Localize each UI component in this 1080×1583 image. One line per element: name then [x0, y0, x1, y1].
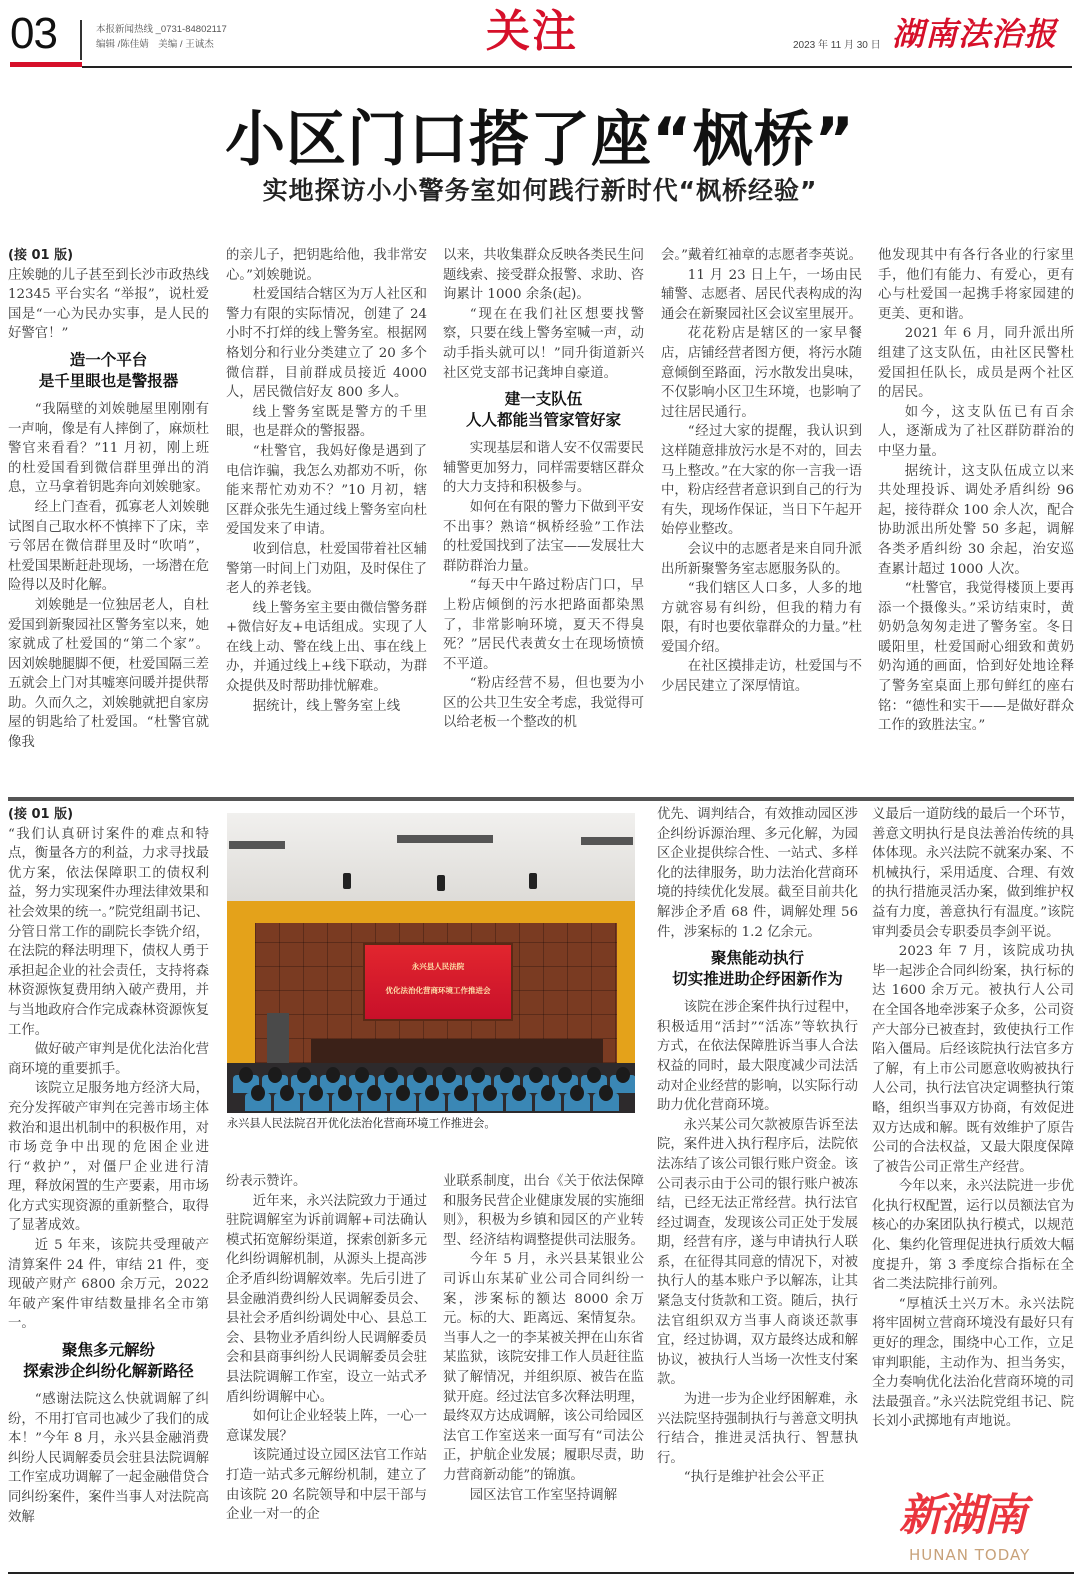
- paragraph: 收到信息，杜爱国带着社区辅警第一时间上门劝阻，及时保住了老人的养老钱。: [226, 541, 427, 597]
- bottom-article-column-3: [443, 1172, 644, 1542]
- photo-attendee: [529, 1067, 543, 1083]
- paragraph: 杜爱国结合辖区为万人社区和警力有限的实际情况，创建了 24 小时不打烊的线上警务室。根据网格划分和行业分类建立了 20 多个微信群，目前群成员接近 4000 人，居民微信好友 800 多人。: [226, 287, 427, 401]
- photo-stage-valance: [227, 901, 635, 923]
- subheading-line: 探索涉企纠纷化解新路径: [23, 1362, 194, 1381]
- photo-lamp: [343, 873, 351, 889]
- continued-from-label: (接 01 版): [8, 248, 74, 263]
- paragraph: 实现基层和谐人安不仅需要民辅警更加努力，同样需要辖区群众的大力支持和积极参与。: [443, 441, 644, 496]
- paragraph: 的亲儿子，把钥匙给他，我非常安心。”刘娭毑说。: [226, 248, 427, 283]
- paragraph: 花花粉店是辖区的一家早餐店，店铺经营者图方便，将污水随意倾倒至路面，污水散发出臭味，不仅影响小区卫生环境，也影响了过往居民通行。: [661, 326, 862, 420]
- top-article-column-3: [443, 246, 644, 786]
- paragraph: 近年来，永兴法院致力于通过驻院调解室为诉前调解+司法确认模式拓宽解纷渠道，探索创新多元化纠纷调解机制，从源头上提高涉企矛盾纠纷调解效率。先后引进了县金融消费纠纷人民调解委员会、县社会矛盾纠纷调处中心、县总工会、县物业矛盾纠纷人民调解委员会和县商事纠纷人民调解委员会驻县法院调解工作室，设立一站式矛盾纠纷调解中心。: [226, 1193, 427, 1405]
- bottom-article-column-5: [872, 805, 1074, 1545]
- photo-lamp: [529, 873, 537, 889]
- paragraph: 会。”戴着红袖章的志愿者李英说。: [661, 248, 862, 263]
- subheading-line: 聚焦能动执行: [710, 949, 804, 968]
- watermark-brand-cn: 新湖南: [899, 1490, 1025, 1541]
- screen-line-2: 优化法治化营商环境工作推进会: [385, 986, 491, 995]
- bottom-article-column-1: [8, 805, 209, 1545]
- photo-attendee: [384, 1067, 398, 1083]
- photo-attendee: [309, 1085, 323, 1101]
- paragraph: “我们辖区人口多，人多的地方就容易有纠纷，但我的精力有限，有时也要依靠群众的力量。”杜爱国介绍。: [661, 581, 862, 655]
- headline: 小区门口搭了座“枫桥”: [225, 105, 855, 175]
- photo-attendee: [396, 1085, 410, 1101]
- top-article-column-5: [878, 246, 1074, 786]
- paragraph: “经过大家的提醒，我认识到这样随意排放污水是不对的，回去马上整改。”在大家的你一言我一语中，粉店经营者意识到自己的行为有失，现场作保证，当日下午起开始停业整改。: [661, 424, 862, 538]
- paragraph: 庄娭毑的儿子甚至到长沙市政热线 12345 平台实名 “举报”，说杜爱国是“一心为民办实事，是人民的好警官！”: [8, 267, 209, 342]
- photo-attendee: [425, 1085, 439, 1101]
- paragraph: “现在在我们社区想要找警察，只要在线上警务室喊一声，动动手指头就可以！”同升街道新兴社区党支部书记龚坤自豪道。: [443, 306, 644, 381]
- photo-attendee: [297, 1067, 311, 1083]
- paragraph: 他发现其中有各行各业的行家里手，他们有能力、有爱心，更有心与杜爱国一起携手将家园建的更美、更和谐。: [878, 248, 1074, 322]
- article-divider: [8, 797, 1074, 801]
- photo-attendee: [471, 1067, 485, 1083]
- paragraph: 据统计，线上警务室上线: [252, 698, 401, 714]
- paragraph: 2023 年 7 月，该院成功执毕一起涉企合同纠纷案，执行标的达 1600 余万元。被执行人公司在全国各地牵涉案子众多，公司资产大部分已被查封，致使执行工作陷入僵局。后经该院执行法官多方了解，有上市公司愿意收购被执行人公司，执行法官决定调整执行策略，组织当事双方协商，有效促进双方达成和解。既有效维护了原告公司的合法权益，又最大限度保障了被告公司正常生产经营。: [872, 944, 1074, 1175]
- paragraph: 会议中的志愿者是来自同升派出所新聚警务室志愿服务队的。: [661, 541, 862, 577]
- page-number-underline: [10, 62, 82, 67]
- conference-photo: [227, 813, 635, 1113]
- subheading-line: 建一支队伍: [504, 390, 583, 409]
- photo-attendee: [541, 1085, 555, 1101]
- paragraph: 纷表示赞许。: [226, 1174, 307, 1189]
- subheading-line: 切实推进助企纾困新作为: [672, 970, 843, 989]
- photo-pillar: [227, 923, 255, 1083]
- paragraph: 优先、调判结合，有效推动园区涉企纠纷诉源治理、多元化解，为园区企业提供综合性、一站式、多样化的法律服务，助力法治化营商环境的持续优化发展。截至目前共化解涉企矛盾 68 件，调解处理 56 件，涉案标的 1.2 亿余元。: [657, 807, 858, 940]
- bottom-article-column-2: [226, 1172, 427, 1542]
- paragraph: “粉店经营不易，但也要为小区的公共卫生安全考虑，我觉得可以给老板一个整改的机: [443, 676, 644, 731]
- paragraph: 永兴某公司欠款被原告诉至法院，案件进入执行程序后，法院依法冻结了该公司银行账户资金。该公司表示由于公司的银行账户被冻结，已经无法正常经营。执行法官经过调查，发现该公司正处于发展期，经营有序，遂与申请执行人联系，在征得其同意的情况下，对被执行人的基本账户予以解冻，让其紧急支付货款和工资。随后，执行法官组织双方当事人商谈还款事宜，经过协调，双方最终达成和解协议，被执行人当场一次性支付案款。: [657, 1117, 858, 1388]
- photo-attendee: [587, 1067, 601, 1083]
- masthead-divider: [80, 20, 82, 60]
- photo-attendee: [454, 1085, 468, 1101]
- paragraph: 今年 5 月，永兴县某银业公司诉山东某矿业公司合同纠纷一案，涉案标的额达 8000 余万元。标的大、距离远、案情复杂。当事人之一的李某被关押在山东省某监狱，该院安排工作人员赶往监狱了解情况，并组织原、被告在监狱开庭。经过法官多次释法明理，最终双方达成调解，该公司给园区法官工作室送来一面写有“司法公正，护航企业发展；履职尽责，助力营商新动能”的锦旗。: [443, 1252, 644, 1483]
- photo-attendee: [616, 1067, 630, 1083]
- masthead: [0, 0, 1080, 68]
- photo-attendee: [483, 1085, 497, 1101]
- page-number: 03: [10, 9, 57, 58]
- photo-attendee: [280, 1085, 294, 1101]
- photo-attendee: [355, 1067, 369, 1083]
- paragraph: 如何在有限的警力下做到平安不出事？熟谙“枫桥经验”工作法的杜爱国找到了法宝——发展壮大群防群治力量。: [443, 499, 644, 574]
- photo-attendee: [367, 1085, 381, 1101]
- paragraph: 2021 年 6 月，同升派出所组建了这支队伍，由社区民警杜爱国担任队长，成员是两个社区的居民。: [878, 326, 1074, 401]
- paragraph: 经上门查看，孤寡老人刘娭毑试图自己取水杯不慎摔下了床，幸亏邻居在微信群里及时“吹哨”，杜爱国果断赶赴现场，一场潜在危险得以及时化解。: [8, 499, 209, 594]
- photo-vent: [229, 841, 285, 849]
- top-article-column-4: [661, 246, 862, 786]
- photo-pillar: [617, 923, 635, 1083]
- paragraph: 如今，这支队伍已有百余人，逐渐成为了社区群防群治的中坚力量。: [878, 404, 1074, 459]
- paragraph: 11 月 23 日上午，一场由民辅警、志愿者、居民代表构成的沟通会在新聚园社区会议室里展开。: [661, 267, 862, 322]
- paragraph: 为进一步为企业纾困解难，永兴法院坚持强制执行与善意文明执行结合，推进灵活执行、智慧执行。: [657, 1392, 858, 1466]
- masthead-meta: [96, 22, 227, 52]
- photo-attendee: [413, 1067, 427, 1083]
- paragraph: “我们认真研讨案件的难点和特点，衡量各方的利益，力求寻找最优方案，依法保障职工的债权利益，努力实现案件办理法律效果和社会效果的统一。”院党组副书记、分管日常工作的副院长李铣介绍，在法院的释法明理下，债权人勇于承担起企业的社会责任，支持将森林资源恢复费用纳入破产费用，并与当地政府合作完成森林资源恢复工作。: [8, 826, 209, 1038]
- photo-ceiling: [227, 813, 635, 908]
- section-subheading: [8, 350, 209, 392]
- photo-attendee: [570, 1085, 584, 1101]
- section-subheading: [443, 389, 644, 431]
- photo-attendee: [268, 1067, 282, 1083]
- photo-lamp: [437, 875, 445, 891]
- photo-red-screen: [363, 943, 513, 1021]
- subheading-line: 造一个平台: [69, 350, 148, 369]
- paragraph: “厚植沃土兴万木。永兴法院将牢固树立营商环境没有最好只有更好的理念，围绕中心工作，立足审判职能，主动作为、担当务实，全力奏响优化法治化营商环境的司法最强音。”永兴法院党组书记、院长刘小武掷地有声地说。: [872, 1296, 1074, 1430]
- paragraph: 今年以来，永兴法院进一步优化执行权配置，运行以员额法官为核心的办案团队执行模式，以规范化、集约化管理促进执行质效大幅度提升，第 3 季度综合指标在全省二类法院排行前列。: [872, 1179, 1074, 1293]
- paragraph: 线上警务室既是警方的千里眼，也是群众的警报器。: [226, 404, 427, 440]
- paragraph: “杜警官，我妈好像是遇到了电信诈骗，我怎么劝都劝不听，你能来帮忙劝劝不？”10 月初，辖区群众张先生通过线上警务室向杜爱国发来了申请。: [226, 443, 427, 538]
- photo-attendee: [558, 1067, 572, 1083]
- subheading-line: 人人都能当管家管好家: [465, 411, 621, 430]
- masthead-rule: [82, 66, 1072, 68]
- photo-attendee: [512, 1085, 526, 1101]
- paragraph: 如何让企业轻装上阵，一心一意谋发展？: [226, 1409, 427, 1444]
- photo-vent: [581, 837, 633, 845]
- paragraph: “感谢法院这么快就调解了纠纷，不用打官司也减少了我们的成本！”今年 8 月，永兴县金融消费纠纷人民调解委员会驻县法院调解工作室成功调解了一起金融借贷合同纠纷案件，案件当事人对法院高效解: [8, 1392, 209, 1525]
- paragraph: 义最后一道防线的最后一个环节，善意文明执行是良法善治传统的具体体现。永兴法院不就案办案、不机械执行，采用适度、合理、有效的执行措施灵活办案，做到维护权益有力度，善意执行有温度。”该院审判委员会专职委员李剑平说。: [872, 807, 1074, 940]
- subheading-line: 是千里眼也是警报器: [38, 371, 179, 390]
- paragraph: 园区法官工作室坚持调解: [469, 1487, 618, 1503]
- screen-line-1: 永兴县人民法院: [411, 962, 465, 971]
- photo-attendee: [599, 1085, 613, 1101]
- photo-podium: [267, 1013, 289, 1065]
- editor-credits: 编辑 /陈佳婧 美编 / 王诚杰: [96, 39, 214, 50]
- continued-from-label: (接 01 版): [8, 807, 74, 822]
- photo-attendee: [442, 1067, 456, 1083]
- paragraph: 据统计，这支队伍成立以来共处理投诉、调处矛盾纠纷 96 起，接待群众 100 余人次，配合协助派出所处警 50 多起，调解各类矛盾纠纷 30 余起，治安巡查累计超过 1000 人次。: [878, 463, 1074, 577]
- section-subheading: [8, 1340, 209, 1382]
- subheadline: 实地探访小小警务室如何践行新时代“枫桥经验”: [262, 176, 818, 205]
- photo-caption: 永兴县人民法院召开优化法治化营商环境工作推进会。: [227, 1117, 496, 1130]
- photo-attendee: [326, 1067, 340, 1083]
- paragraph: 该院在涉企案件执行过程中，积极适用“活封”“活冻”等软执行方式，在依法保障胜诉当事人合法权益的同时，最大限度减少司法活动对企业经营的影响，以实际行动助力优化营商环境。: [657, 1000, 858, 1114]
- paragraph: “每天中午路过粉店门口，早上粉店倾倒的污水把路面都染黑了，非常影响环境，夏天不得臭死？”居民代表黄女士在现场愤愤不平道。: [443, 578, 644, 672]
- paragraph: “我隔壁的刘娭毑屋里刚刚有一声响，像是有人摔倒了，麻烦杜警官来看看？”11 月初，刚上班的杜爱国看到微信群里弹出的消息，立马拿着钥匙奔向刘娭毑家。: [8, 401, 209, 496]
- paragraph: 该院通过设立园区法官工作站打造一站式多元解纷机制，建立了由该院 20 名院领导和中层干部与企业一对一的企: [226, 1448, 427, 1523]
- paragraph: 近 5 年来，该院共受理破产清算案件 24 件，审结 21 件，变现破产财产 6800 余万元，2022 年破产案件审结数量排名全市第一。: [8, 1238, 209, 1332]
- watermark-brand-en: HUNAN TODAY: [909, 1546, 1031, 1564]
- page-bottom-rule: [8, 1572, 1074, 1574]
- paragraph: 以来，共收集群众反映各类民生问题线索、接受群众报警、求助、咨询累计 1000 余条(起)。: [443, 248, 644, 303]
- publication-date: 2023 年 11 月 30 日: [793, 40, 881, 51]
- bottom-article-column-4: [657, 805, 858, 1545]
- paragraph: 线上警务室主要由微信警务群+微信好友+电话组成。实现了人在线上动、警在线上出、事在线上办，并通过线上+线下联动，为群众提供及时帮助排忧解难。: [226, 600, 427, 695]
- photo-attendee: [338, 1085, 352, 1101]
- paragraph: 做好破产审判是优化法治化营商环境的重要抓手。: [8, 1042, 209, 1077]
- paragraph: 该院立足服务地方经济大局，充分发挥破产审判在完善市场主体救治和退出机制中的积极作用，对市场竞争中出现的危困企业进行“救护”，对僵尸企业进行清理，释放闲置的生产要素，用市场化方式实现资源的重新整合，取得了显著成效。: [8, 1081, 209, 1234]
- photo-attendee: [251, 1085, 265, 1101]
- section-subheading: [657, 948, 858, 990]
- newspaper-logo: 湖南法治报: [892, 15, 1058, 53]
- subheading-line: 聚焦多元解纷: [61, 1341, 155, 1360]
- paragraph: “执行是维护社会公平正: [683, 1470, 825, 1486]
- paragraph: “杜警官，我觉得楼顶上要再添一个摄像头。”采访结束时，黄奶奶急匆匆走进了警务室。冬日暖阳里，杜爱国耐心细致和黄奶奶沟通的画面，恰到好处地诠释了警务室桌面上那句鲜红的座右铭：“德性和实干——是做好群众工作的致胜法宝。”: [878, 581, 1074, 734]
- top-article-column-1: [8, 246, 209, 786]
- photo-attendee: [500, 1067, 514, 1083]
- section-title: 关注: [486, 6, 578, 57]
- top-article-column-2: [226, 246, 427, 786]
- paragraph: 在社区摸排走访，杜爱国与不少居民建立了深厚情谊。: [661, 659, 862, 695]
- paragraph: 刘娭毑是一位独居老人，自杜爱国到新聚园社区警务室以来，她家就成了杜爱国的“第二个家”。因刘娭毑腿脚不便，杜爱国隔三差五就会上门对其嘘寒问暖并提供帮助。久而久之，刘娭毑就把自家房屋的钥匙给了杜爱国。“杜警官就像我: [8, 597, 209, 751]
- paragraph: 业联系制度，出台《关于依法保障和服务民营企业健康发展的实施细则》，积极为乡镇和园区的产业转型、经济结构调整提供司法服务。: [443, 1174, 644, 1248]
- photo-attendee: [239, 1067, 253, 1083]
- news-hotline: 本报新闻热线 _0731-84802117: [96, 24, 227, 35]
- photo-vent: [397, 835, 493, 843]
